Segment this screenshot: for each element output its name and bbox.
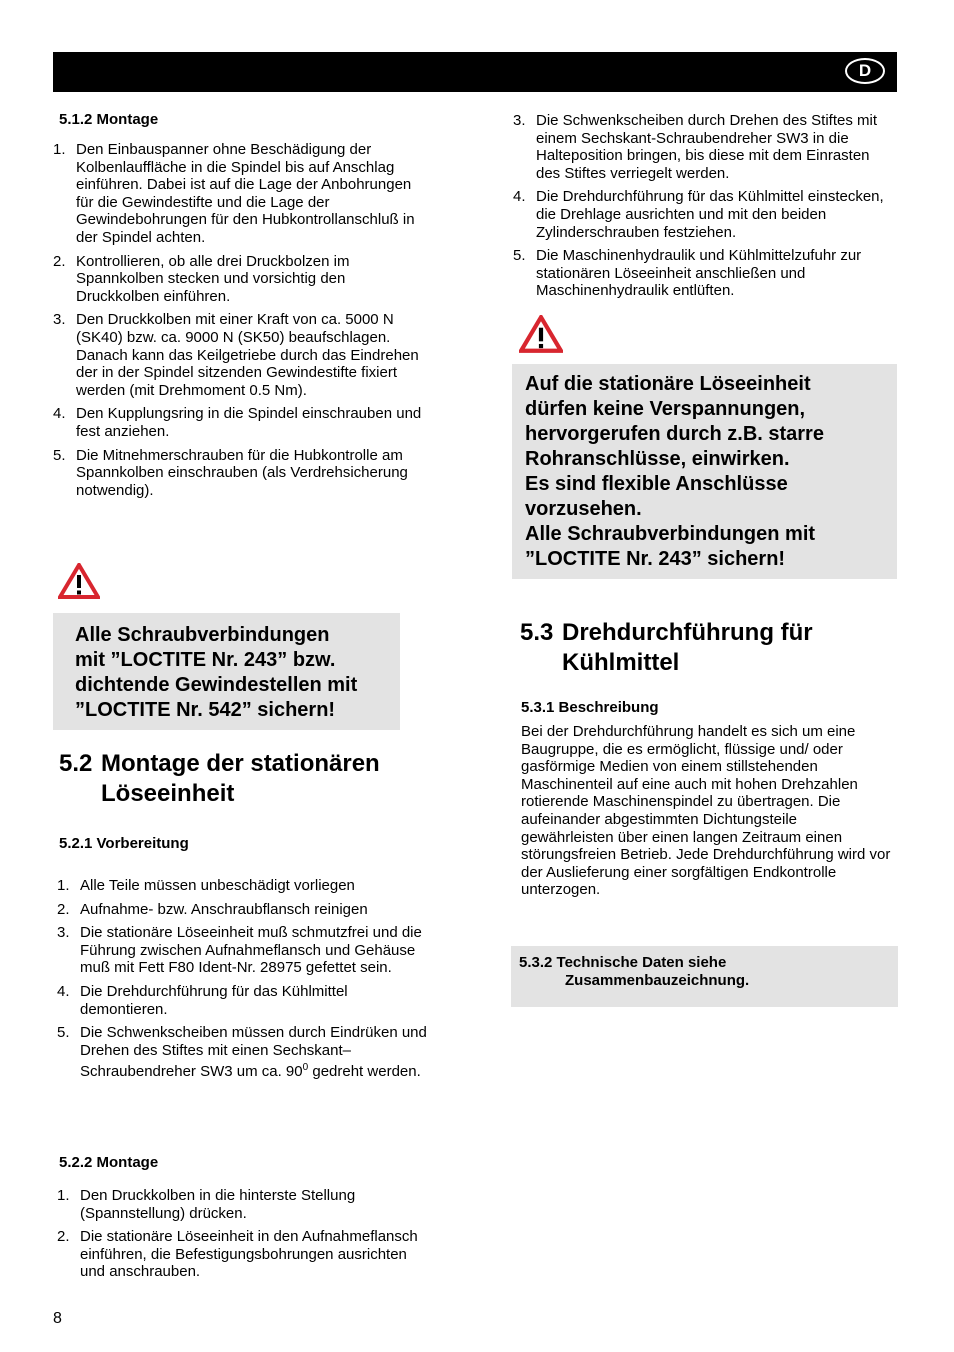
list-item: 1. Alle Teile müssen unbeschädigt vorliegen bbox=[57, 877, 355, 894]
warning-triangle-icon bbox=[519, 315, 563, 353]
header-bar bbox=[53, 52, 897, 92]
warning-box-stationary-unit: Auf die stationäre Löseeinheit dürfen keine Verspannungen, hervorgerufen durch z.B. starre Rohranschlüsse, einwirken. Es sind flexible Anschlüsse vorzusehen. Alle Schraubverbindungen mit ”LOCTITE Nr. 243” sichern! bbox=[512, 364, 897, 579]
list-item: 5. Die Schwenkscheiben müssen durch Eindrüken und Drehen des Stiftes mit einen Sechskant–Schraubendreher SW3 um ca. $90^0$ gedreht werden. bbox=[57, 1024, 427, 1081]
page-number: 8 bbox=[53, 1310, 62, 1327]
list-5-1-2 bbox=[53, 141, 423, 505]
list-item: 3. Den Druckkolben mit einer Kraft von ca. 5000 N (SK40) bzw. ca. 9000 N (SK50) beaufschlagen. Danach kann das Keilgetriebe durch das Eindrehen der in der Spindel sitzenden Gewindestifte fixiert werden (mit Drehmoment 0.5 Nm). bbox=[53, 311, 419, 399]
warning-box-loctite: Alle Schraubverbindungen mit ”LOCTITE Nr. 243” bzw. dichtende Gewindestellen mit ”LOCTITE Nr. 542” sichern! bbox=[53, 613, 400, 730]
list-item: 2. Aufnahme- bzw. Anschraubflansch reinigen bbox=[57, 900, 368, 918]
heading-5-1-2: 5.1.2 Montage bbox=[59, 111, 159, 128]
list-5-2-1 bbox=[57, 877, 427, 1087]
list-5-2-2-continued bbox=[513, 112, 893, 306]
list-item: 3. Die Schwenkscheiben durch Drehen des Stiftes mit einem Sechskant-Schraubendreher SW3 in die Halteposition bringen, bis diese mit dem Einrasten des Stiftes verriegelt werden. bbox=[513, 112, 878, 182]
heading-5-2-2: 5.2.2 Montage bbox=[59, 1154, 159, 1171]
list-item: 5. Die Mitnehmerschrauben für die Hubkontrolle am Spannkolben einschrauben (als Verdrehsicherung notwendig). bbox=[53, 446, 408, 499]
list-5-2-2 bbox=[57, 1187, 429, 1287]
section-title-5-2: 5.2 Montage der stationären Löseeinheit bbox=[59, 750, 380, 807]
list-item: 4. Die Drehdurchführung für das Kühlmittel demontieren. bbox=[57, 982, 348, 1018]
section-title-5-3: 5.3 Drehdurchführung für Kühlmittel bbox=[520, 619, 813, 676]
technical-data-box bbox=[511, 946, 898, 1007]
list-item: 4. Den Kupplungsring in die Spindel einschrauben und fest anziehen. bbox=[53, 405, 422, 440]
description-paragraph: Bei der Drehdurchführung handelt es sich um eine Baugruppe, die es ermöglicht, flüssige und/ oder gasförmige Medien von einem stillstehenden Maschinenteil auf eine auch mit hohen Drehzahlen rotierende Maschinenspindel zu übertragen. Die aufeinander abgestimmten Dichtungsteile gewährleisten über einen langen Zeitraum einen störungsfreien Betrieb. Jede Drehdurchführung wird vor der Auslieferung einer sorgfältigen Endkontrolle unterzogen. bbox=[521, 723, 891, 899]
list-item: 4. Die Drehdurchführung für das Kühlmittel einstecken, die Drehlage ausrichten und mit den beiden Zylinderschrauben festziehen. bbox=[513, 188, 884, 241]
list-item: 2. Kontrollieren, ob alle drei Druckbolzen im Spannkolben stecken und vorsichtig den Druckkolben einführen. bbox=[53, 252, 350, 305]
heading-5-2-1: 5.2.1 Vorbereitung bbox=[59, 835, 189, 852]
heading-5-3-2: 5.3.2 Technische Daten siehe bbox=[519, 954, 727, 971]
list-item: 2. Die stationäre Löseeinheit in den Aufnahmeflansch einführen, die Befestigungsbohrungen ausrichten und anschrauben. bbox=[57, 1228, 418, 1281]
list-item: 5. Die Maschinenhydraulik und Kühlmittelzufuhr zur stationären Löseeinheit anschließen und Maschinenhydraulik entlüften. bbox=[513, 247, 862, 300]
language-badge: D bbox=[845, 58, 885, 84]
list-item: 1. Den Einbauspanner ohne Beschädigung der Kolbenlauffläche in die Spindel bis auf Anschlag einführen. Dabei ist auf die Lage der Anbohrungen für die Gewindestifte und die Lage der Gewindebohrungen für den Hubkontrollanschluß in der Spindel achten. bbox=[53, 141, 415, 246]
list-item: 3. Die stationäre Löseeinheit muß schmutzfrei und die Führung zwischen Aufnahmeflansch und Gehäuse muß mit Fett F80 Ident-Nr. 28975 gefettet sein. bbox=[57, 924, 422, 977]
list-item: 1. Den Druckkolben in die hinterste Stellung (Spannstellung) drücken. bbox=[57, 1187, 356, 1222]
warning-triangle-icon bbox=[58, 563, 100, 599]
technical-data-reference: Zusammenbauzeichnung. bbox=[565, 972, 750, 989]
heading-5-3-1: 5.3.1 Beschreibung bbox=[521, 699, 659, 716]
